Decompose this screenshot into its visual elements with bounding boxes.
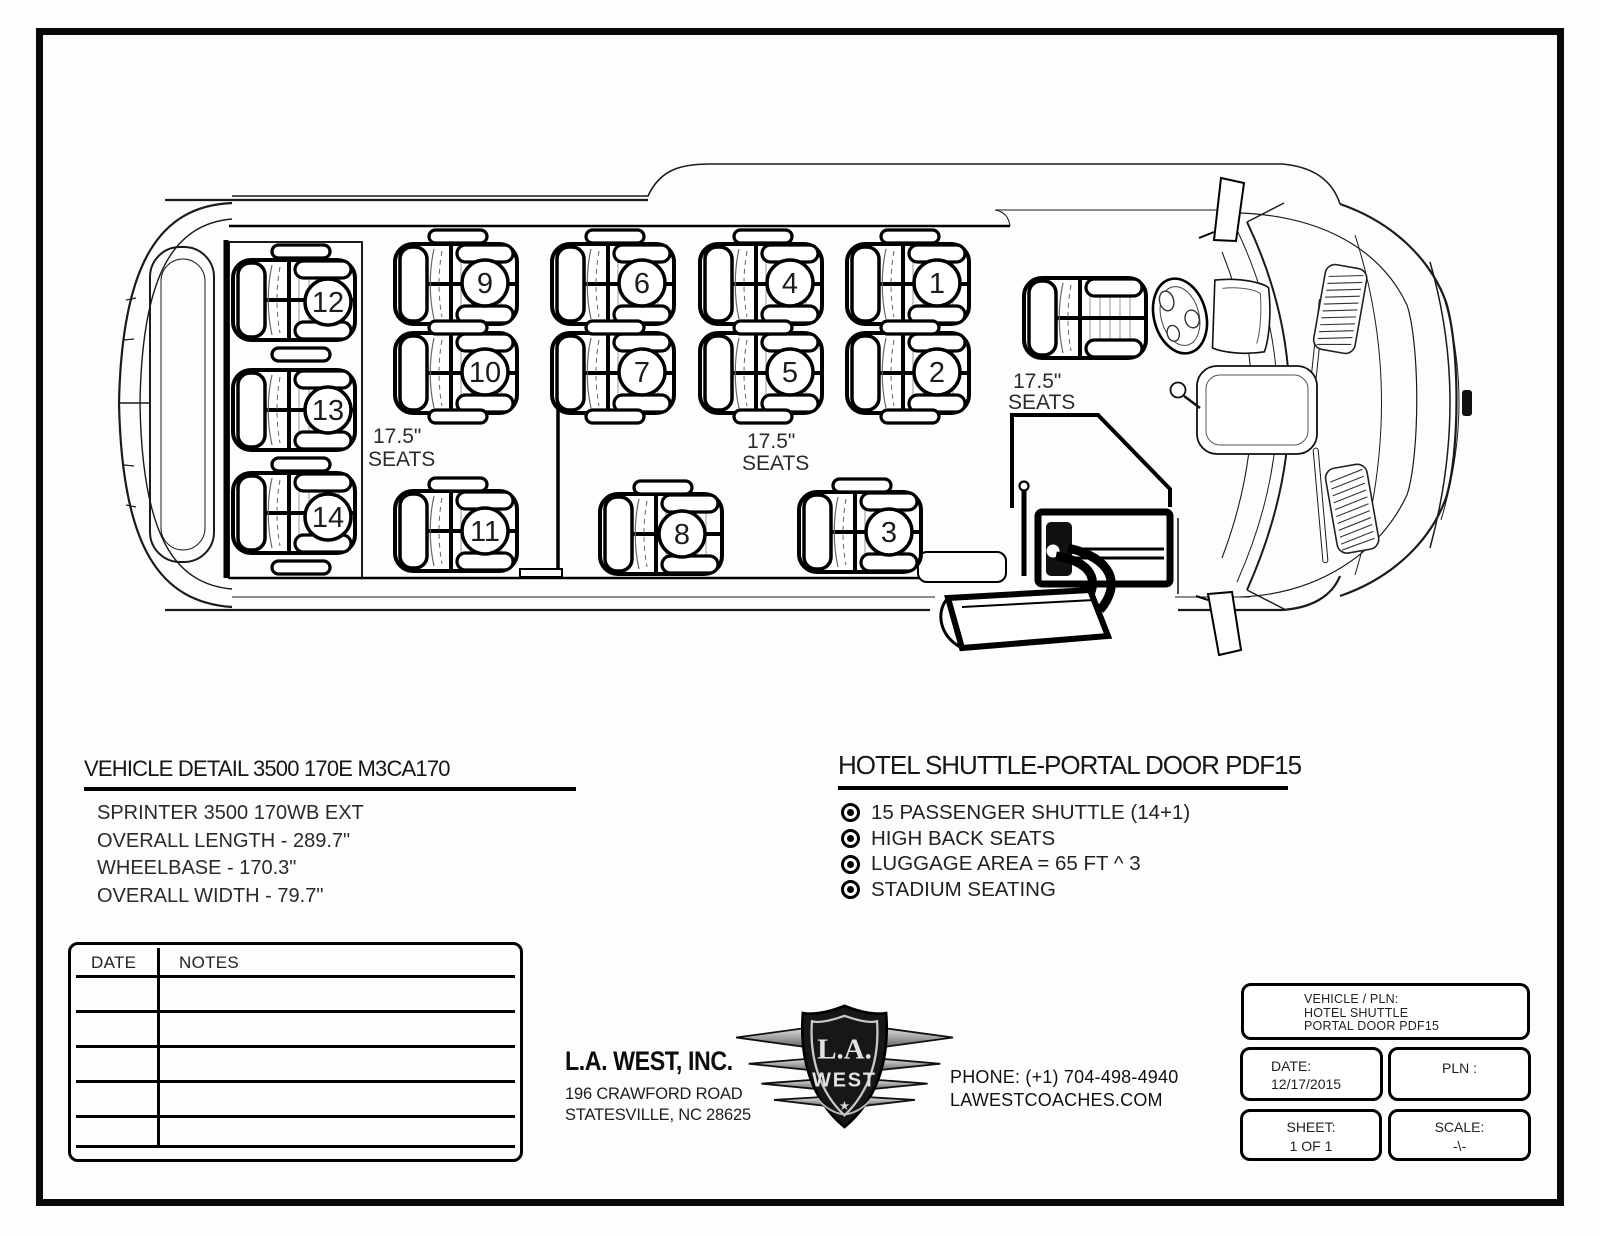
notes-table-row-line <box>76 1080 515 1083</box>
seat-size-label-rear <box>368 425 435 471</box>
model-summary-section <box>838 750 1318 903</box>
titleblock-vehicle-line1: HOTEL SHUTTLE <box>1304 1005 1409 1020</box>
title-underline <box>84 787 576 791</box>
seat-number-label: 1 <box>928 268 946 300</box>
seat-number-label: 4 <box>781 268 799 300</box>
titleblock-vehicle-label: VEHICLE / PLN: <box>1304 992 1399 1006</box>
notes-table-row-line <box>76 1045 515 1048</box>
company-address-line2: STATESVILLE, NC 28625 <box>565 1106 751 1124</box>
seat-number-label: 3 <box>880 517 898 549</box>
seat-size-value: 17.5" <box>373 425 422 448</box>
feature-item <box>838 800 1318 826</box>
seat-size-label-front <box>1008 370 1075 414</box>
titleblock-scale-value: -\- <box>1452 1138 1467 1154</box>
titleblock-date-label: DATE: <box>1271 1058 1312 1074</box>
side-mirror-bottom <box>1196 592 1241 655</box>
notes-table <box>68 942 523 1162</box>
rear-bumper <box>119 203 232 607</box>
notes-table-divider <box>157 948 160 1148</box>
vehicle-detail-title: VEHICLE DETAIL 3500 170E M3CA170 <box>84 756 450 781</box>
notes-table-row-line <box>76 1115 515 1118</box>
seat-size-caption: SEATS <box>742 452 810 475</box>
seat-number-label: 9 <box>476 268 494 300</box>
titleblock-sheet-value: 1 OF 1 <box>1289 1138 1333 1154</box>
seat-number-label: 7 <box>633 357 651 389</box>
title-underline <box>838 786 1288 790</box>
feature-text: HIGH BACK SEATS <box>871 826 1056 850</box>
seat-number-label: 14 <box>311 502 345 534</box>
entry-step <box>948 590 1108 648</box>
spec-line: WHEELBASE - 170.3" <box>97 857 297 879</box>
seat-size-caption: SEATS <box>368 448 436 471</box>
feature-text: 15 PASSENGER SHUTTLE (14+1) <box>871 800 1191 824</box>
bullseye-bullet-icon <box>841 803 860 822</box>
logo-text-top: L.A. <box>817 1033 872 1066</box>
seat-number-label: 8 <box>673 519 691 551</box>
model-summary-title: HOTEL SHUTTLE-PORTAL DOOR PDF15 <box>838 750 1302 780</box>
bullseye-bullet-icon <box>841 829 860 848</box>
company-address-line1: 196 CRAWFORD ROAD <box>565 1085 743 1103</box>
seat-number-label: 2 <box>928 357 946 389</box>
logo-text-bottom: WEST <box>812 1069 877 1092</box>
titleblock-vehicle-box <box>1241 983 1530 1040</box>
hood-vent-top <box>1312 263 1368 355</box>
seat-size-label-mid <box>742 430 809 475</box>
seat-number-label: 6 <box>633 268 651 300</box>
titleblock-pln-box <box>1388 1047 1531 1101</box>
hood-vent-bottom <box>1324 463 1380 555</box>
company-name: L.A. WEST, INC. <box>565 1046 733 1076</box>
steering-wheel <box>1145 273 1215 360</box>
notes-table-row-line <box>76 1145 515 1148</box>
seat-number-label: 5 <box>781 357 799 389</box>
feature-item <box>838 851 1318 877</box>
titleblock-sheet-label: SHEET: <box>1286 1119 1336 1135</box>
titleblock-vehicle-line2: PORTAL DOOR PDF15 <box>1304 1019 1440 1033</box>
wiper-blade <box>1313 448 1328 563</box>
seat-number-label: 11 <box>469 516 501 548</box>
notes-table-row-line <box>76 975 515 978</box>
titleblock-pln-label: PLN : <box>1441 1060 1477 1076</box>
front-emblem <box>1462 390 1472 416</box>
notes-table-row-line <box>76 1010 515 1013</box>
company-website: LAWESTCOACHES.COM <box>950 1090 1163 1110</box>
titleblock-date-box <box>1240 1047 1383 1101</box>
titleblock-date-value: 12/17/2015 <box>1271 1076 1342 1092</box>
seat-size-value: 17.5" <box>1013 370 1062 393</box>
notes-table-notes-header: NOTES <box>179 953 240 972</box>
seat-number-label: 13 <box>311 395 345 427</box>
logo-star-icon: ★ <box>838 1098 851 1113</box>
titleblock-scale-label: SCALE: <box>1434 1119 1485 1135</box>
feature-item <box>838 877 1318 903</box>
seat-size-value: 17.5" <box>747 430 796 453</box>
spec-line: SPRINTER 3500 170WB EXT <box>97 802 364 824</box>
bullseye-bullet-icon <box>841 855 860 874</box>
feature-item <box>838 826 1318 852</box>
titleblock-sheet-box <box>1240 1109 1382 1161</box>
notes-table-date-header: DATE <box>91 953 137 972</box>
titleblock-scale-box <box>1388 1109 1531 1161</box>
logo-shield <box>802 1006 886 1127</box>
seat-number-label: 12 <box>311 287 345 319</box>
company-phone: PHONE: (+1) 704-498-4940 <box>950 1067 1179 1087</box>
driver-seat <box>1024 278 1146 358</box>
company-logo <box>727 996 962 1136</box>
seat-number-label: 10 <box>468 357 502 389</box>
spec-line: OVERALL LENGTH - 289.7" <box>97 829 351 852</box>
feature-text: STADIUM SEATING <box>871 877 1056 901</box>
vehicle-detail-section <box>84 756 604 910</box>
contact-block <box>950 1066 1178 1112</box>
gear-shifter <box>1171 383 1186 398</box>
luggage-partition <box>1012 415 1170 508</box>
seat-size-caption: SEATS <box>1008 391 1076 414</box>
bullseye-bullet-icon <box>841 880 860 899</box>
feature-text: LUGGAGE AREA = 65 FT ^ 3 <box>871 852 1141 876</box>
spec-line: OVERALL WIDTH - 79.7" <box>97 884 324 907</box>
